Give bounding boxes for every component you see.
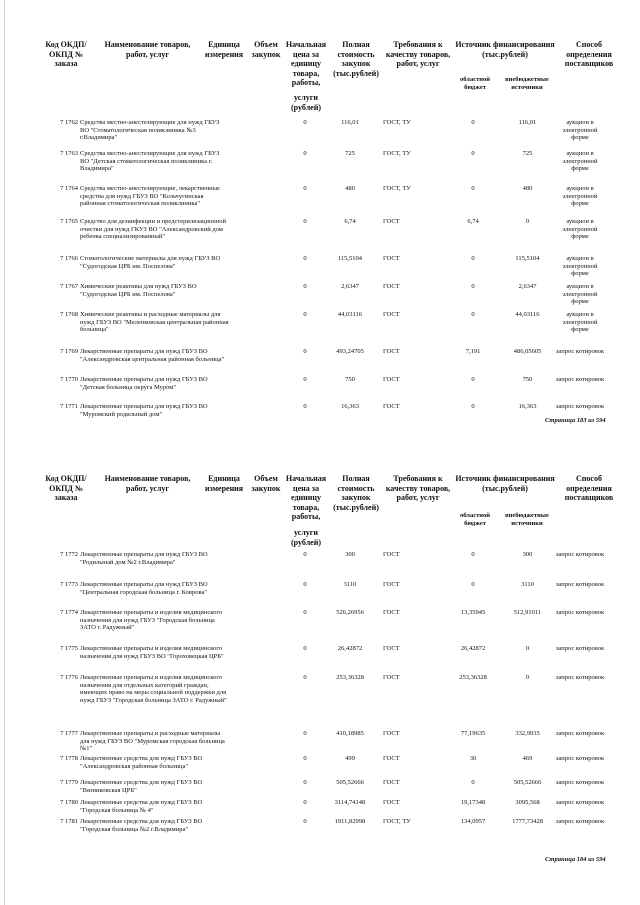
row-nonbudget: 3110 <box>521 581 534 588</box>
header-code: Код ОКДП/ ОКПД № заказа <box>45 474 87 502</box>
row-total: 253,36328 <box>336 674 364 681</box>
row-method: запрос котировок <box>555 348 605 355</box>
row-initial-price: 0 <box>303 218 307 225</box>
row-total: 116,01 <box>341 119 359 126</box>
row-code: 7 1781 <box>60 818 78 825</box>
row-regional: 0 <box>471 150 475 157</box>
row-requirements: ГОСТ <box>383 645 400 652</box>
row-name: Средства местно-анестезирующие для нужд ГБУЗ ВО "Детская стоматологическая поликлиника г. Владимира" <box>80 150 220 172</box>
row-method: аукцион в электронной форме <box>562 255 598 277</box>
row-regional: 0 <box>471 551 475 558</box>
row-code: 7 1776 <box>60 674 78 681</box>
header-nonbudget: внебюджетные источники <box>505 76 549 91</box>
row-initial-price: 0 <box>303 779 307 786</box>
row-method: запрос котировок <box>555 403 605 410</box>
row-name: Средства местно-анестезирующие для нужд ГБУЗ ВО "Стоматологическая поликлиника №3 г.Владимира" <box>80 119 220 141</box>
row-method: запрос котировок <box>555 818 605 825</box>
row-nonbudget: 1777,73428 <box>512 818 543 825</box>
row-total: 725 <box>345 150 355 157</box>
header-volume: Объем закупок <box>251 40 281 59</box>
row-nonbudget: 44,03116 <box>515 311 540 318</box>
header-initial-price: Начальная цена за единицу товара, работы, <box>285 474 327 521</box>
row-regional: 0 <box>471 581 475 588</box>
row-total: 115,5104 <box>337 255 363 262</box>
header-financing: Источник финансирования (тыс.рублей) <box>455 40 555 59</box>
row-total: 3110 <box>343 581 357 588</box>
row-name: Лекарственные препараты и изделия медицинского назначения для нужд ГБУЗ "Городская больница ЗАТО г. Радужный" <box>80 609 223 631</box>
row-method: запрос котировок <box>555 730 605 737</box>
row-name: Химические реактивы для нужд ГБУЗ ВО "Судогодская ЦРБ им. Поспелова" <box>80 283 197 298</box>
header-initial-price-services: услуги (рублей) <box>290 93 321 112</box>
row-requirements: ГОСТ <box>383 779 400 786</box>
row-initial-price: 0 <box>303 799 307 806</box>
row-method: запрос котировок <box>555 755 605 762</box>
row-regional: 0 <box>471 779 475 786</box>
row-regional: 0 <box>471 376 475 383</box>
row-initial-price: 0 <box>303 581 307 588</box>
header-nonbudget: внебюджетные источники <box>505 512 549 527</box>
header-method: Способ определения поставщиков <box>564 40 614 68</box>
row-nonbudget: 116,01 <box>518 119 537 126</box>
row-code: 7 1775 <box>60 645 78 652</box>
row-initial-price: 0 <box>303 348 307 355</box>
row-name: Стоматологические материалы для нужд ГБУЗ ВО "Судогодская ЦРБ им. Поспелова" <box>80 255 221 270</box>
row-code: 7 1767 <box>60 283 78 290</box>
row-initial-price: 0 <box>303 674 307 681</box>
row-code: 7 1771 <box>60 403 78 410</box>
row-name: Химические реактивы и расходные материалы для нужд ГБУЗ ВО "Меленковская центральная районная больница" <box>80 311 229 333</box>
row-method: запрос котировок <box>555 779 605 786</box>
row-method: аукцион в электронной форме <box>562 311 598 333</box>
row-nonbudget: 332,9935 <box>515 730 540 737</box>
header-initial-price-services: услуги (рублей) <box>290 528 321 547</box>
row-initial-price: 0 <box>303 730 307 737</box>
row-requirements: ГОСТ <box>383 609 400 616</box>
row-method: запрос котировок <box>555 645 605 652</box>
row-requirements: ГОСТ, ТУ <box>383 119 411 126</box>
row-total: 750 <box>345 376 355 383</box>
header-name: Наименование товаров, работ, услуг <box>104 40 191 59</box>
row-requirements: ГОСТ <box>383 674 400 681</box>
row-initial-price: 0 <box>303 403 307 410</box>
row-method: запрос котировок <box>555 799 605 806</box>
row-initial-price: 0 <box>303 609 307 616</box>
row-method: аукцион в электронной форме <box>562 283 598 305</box>
row-name: Лекарственные препараты для нужд ГБУЗ ВО "Детская больница округа Муром" <box>80 376 208 391</box>
row-nonbudget: 725 <box>522 150 533 157</box>
row-regional: 7,191 <box>465 348 481 355</box>
header-initial-price: Начальная цена за единицу товара, работы, <box>285 40 327 87</box>
row-code: 7 1770 <box>60 376 78 383</box>
row-method: аукцион в электронной форме <box>562 185 598 207</box>
row-requirements: ГОСТ <box>383 283 400 290</box>
row-requirements: ГОСТ <box>383 403 400 410</box>
row-initial-price: 0 <box>303 311 307 318</box>
row-initial-price: 0 <box>303 150 307 157</box>
row-total: 300 <box>345 551 355 558</box>
row-name: Средства местно-анестезирующие, лекарственные средства для нужд ГБУЗ ВО "Кольчугинская районная стоматологическая поликлиника" <box>80 185 220 207</box>
row-name: Лекарственные препараты для нужд ГБУЗ ВО "Муромский родильный дом" <box>80 403 208 418</box>
header-code: Код ОКДП/ ОКПД № заказа <box>45 40 87 68</box>
row-code: 7 1780 <box>60 799 78 806</box>
row-initial-price: 0 <box>303 283 307 290</box>
row-name: Лекарственные препараты и изделия медицинского назначения для отдельных категорий граждан, имеющих право на меры социальной поддержки для нужд ГБУЗ "Городская больница ЗАТО г. Радужный" <box>80 674 227 704</box>
row-name: Лекарственные средства для нужд ГБУЗ ВО "Городская больница № 4" <box>80 799 203 814</box>
row-code: 7 1772 <box>60 551 78 558</box>
row-nonbudget: 505,52666 <box>513 779 542 786</box>
row-regional: 77,19635 <box>460 730 486 737</box>
row-nonbudget: 300 <box>522 551 533 558</box>
row-regional: 30 <box>469 755 477 762</box>
row-total: 3114,74148 <box>334 799 366 806</box>
row-code: 7 1779 <box>60 779 78 786</box>
row-total: 526,26956 <box>336 609 364 616</box>
row-regional: 0 <box>471 255 475 262</box>
row-name: Лекарственные средства для нужд ГБУЗ ВО "Городская больница №2 г.Владимира" <box>80 818 203 833</box>
row-name: Лекарственные препараты для нужд ГБУЗ ВО "Центральная городская больница г. Коврова" <box>80 581 208 596</box>
row-initial-price: 0 <box>303 376 307 383</box>
row-nonbudget: 16,363 <box>518 403 537 410</box>
row-regional: 26,42872 <box>460 645 486 652</box>
row-initial-price: 0 <box>303 818 307 825</box>
row-requirements: ГОСТ <box>383 581 400 588</box>
row-code: 7 1766 <box>60 255 78 262</box>
row-requirements: ГОСТ <box>383 551 400 558</box>
row-total: 6,74 <box>344 218 356 225</box>
row-total: 16,363 <box>341 403 359 410</box>
row-total: 44,03116 <box>337 311 363 318</box>
row-name: Лекарственные средства для нужд ГБУЗ ВО "Александровская районная больница" <box>80 755 203 770</box>
row-method: аукцион в электронной форме <box>562 150 598 172</box>
header-name: Наименование товаров, работ, услуг <box>104 474 191 493</box>
row-requirements: ГОСТ, ТУ <box>383 818 411 825</box>
header-unit: Единица измерения <box>204 40 244 59</box>
header-financing: Источник финансирования (тыс.рублей) <box>455 474 555 493</box>
row-nonbudget: 3095,568 <box>515 799 540 806</box>
row-total: 480 <box>345 185 355 192</box>
row-method: запрос котировок <box>555 581 605 588</box>
header-unit: Единица измерения <box>204 474 244 493</box>
row-initial-price: 0 <box>303 551 307 558</box>
row-regional: 19,17348 <box>460 799 486 806</box>
row-total: 2,6347 <box>341 283 359 290</box>
row-regional: 0 <box>471 185 475 192</box>
row-nonbudget: 2,6347 <box>518 283 537 290</box>
row-nonbudget: 469 <box>522 755 533 762</box>
row-total: 1911,82998 <box>334 818 366 825</box>
header-total: Полная стоимость закупок (тыс.рублей) <box>333 40 379 78</box>
row-initial-price: 0 <box>303 755 307 762</box>
row-name: Лекарственные препараты и изделия медицинского назначения для нужд ГБУЗ ВО "Гороховецкая ЦРБ" <box>80 645 224 660</box>
row-requirements: ГОСТ, ТУ <box>383 150 411 157</box>
row-code: 7 1777 <box>60 730 78 737</box>
row-nonbudget: 0 <box>525 674 530 681</box>
row-requirements: ГОСТ <box>383 755 400 762</box>
row-nonbudget: 0 <box>525 645 530 652</box>
row-regional: 134,0957 <box>460 818 486 825</box>
row-nonbudget: 0 <box>525 218 530 225</box>
row-total: 26,42872 <box>337 645 363 652</box>
row-nonbudget: 512,91011 <box>513 609 542 616</box>
header-total: Полная стоимость закупок (тыс.рублей) <box>333 474 379 512</box>
row-nonbudget: 480 <box>522 185 533 192</box>
row-initial-price: 0 <box>303 255 307 262</box>
header-regional: областной бюджет <box>459 76 491 91</box>
row-code: 7 1765 <box>60 218 78 225</box>
row-name: Лекарственные препараты для нужд ГБУЗ ВО "Александровская центральная районная больница" <box>80 348 225 363</box>
header-volume: Объем закупок <box>251 474 281 493</box>
row-code: 7 1763 <box>60 150 78 157</box>
row-total: 493,24705 <box>336 348 364 355</box>
row-name: Средство для дезинфекции и предстерилизационной очистки для нужд ГКУЗ ВО "Александровский дом ребенка специализированный" <box>80 218 226 240</box>
row-code: 7 1778 <box>60 755 78 762</box>
row-regional: 0 <box>471 283 475 290</box>
row-regional: 13,35945 <box>460 609 486 616</box>
row-nonbudget: 115,5104 <box>515 255 540 262</box>
row-requirements: ГОСТ <box>383 348 400 355</box>
row-requirements: ГОСТ <box>383 255 400 262</box>
row-code: 7 1769 <box>60 348 78 355</box>
row-requirements: ГОСТ <box>383 311 400 318</box>
row-total: 499 <box>345 755 355 762</box>
row-name: Лекарственные препараты и расходные материалы для нужд ГБУЗ ВО "Муромская городская больница №1" <box>80 730 225 752</box>
row-initial-price: 0 <box>303 119 307 126</box>
row-nonbudget: 486,05605 <box>513 348 542 355</box>
row-method: запрос котировок <box>555 609 605 616</box>
row-requirements: ГОСТ, ТУ <box>383 185 411 192</box>
row-code: 7 1764 <box>60 185 78 192</box>
header-regional: областной бюджет <box>459 512 491 527</box>
row-total: 505,52666 <box>336 779 364 786</box>
row-method: запрос котировок <box>555 376 605 383</box>
row-name: Лекарственные средства для нужд ГБУЗ ВО "Вязниковская ЦРБ" <box>80 779 203 794</box>
row-method: запрос котировок <box>555 551 605 558</box>
row-method: аукцион в электронной форме <box>562 119 598 141</box>
row-requirements: ГОСТ <box>383 730 400 737</box>
row-initial-price: 0 <box>303 185 307 192</box>
page-number: Страница 183 из 594 <box>545 417 606 424</box>
row-regional: 0 <box>471 403 475 410</box>
row-method: аукцион в электронной форме <box>562 218 598 240</box>
row-code: 7 1773 <box>60 581 78 588</box>
row-total: 410,18985 <box>336 730 364 737</box>
row-regional: 253,36328 <box>459 674 487 681</box>
page-number: Страница 184 из 594 <box>545 856 606 863</box>
header-requirements: Требования к качеству товаров, работ, услуг <box>385 474 451 502</box>
row-code: 7 1774 <box>60 609 78 616</box>
row-nonbudget: 750 <box>522 376 533 383</box>
row-requirements: ГОСТ <box>383 799 400 806</box>
row-regional: 0 <box>471 119 475 126</box>
row-regional: 0 <box>471 311 475 318</box>
row-regional: 6,74 <box>467 218 479 225</box>
header-method: Способ определения поставщиков <box>564 474 614 502</box>
row-method: запрос котировок <box>555 674 605 681</box>
header-requirements: Требования к качеству товаров, работ, услуг <box>385 40 451 68</box>
row-requirements: ГОСТ <box>383 376 400 383</box>
row-code: 7 1768 <box>60 311 78 318</box>
row-initial-price: 0 <box>303 645 307 652</box>
row-code: 7 1762 <box>60 119 78 126</box>
row-requirements: ГОСТ <box>383 218 400 225</box>
row-name: Лекарственные препараты для нужд ГБУЗ ВО "Родильный дом №2 г.Владимира" <box>80 551 208 566</box>
